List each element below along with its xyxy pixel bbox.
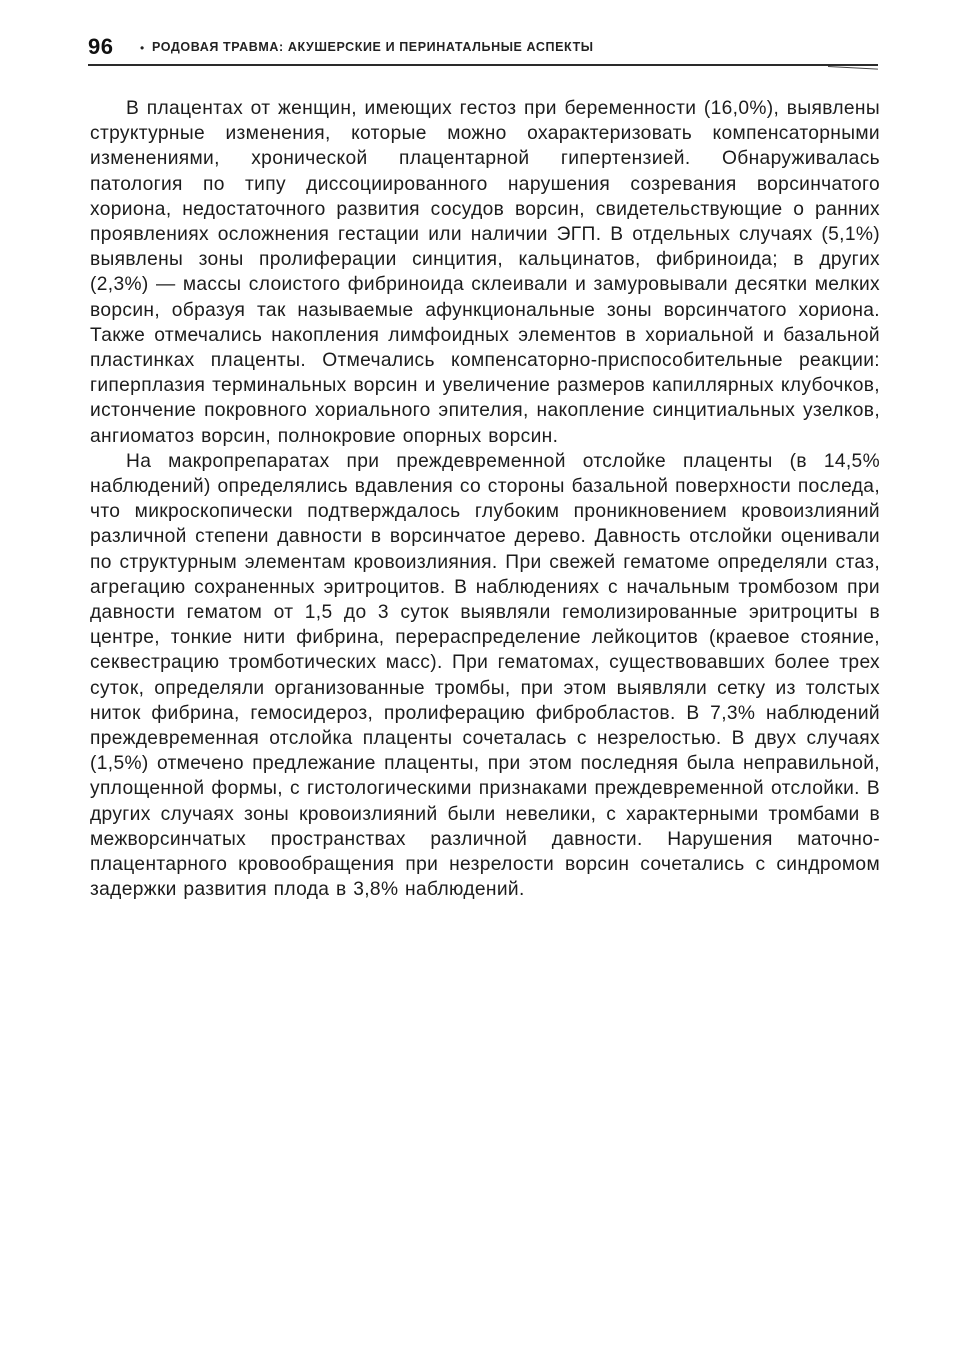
paragraph-gestosis: В плацентах от женщин, имеющих гестоз при беременности (16,0%), выявлены структурные изменения, которые можно охарактеризовать компенсаторными изменениями, хронической плацентарной гипертензией. Обнаруживалась патология по типу диссоциированного нарушения созревания ворсинчатого хориона, недостаточного развития сосудов ворсин, свидетельствующие о ранних проявлениях осложнения гестации или наличии ЭГП. В отдельных случаях (5,1%) выявлены зоны пролиферации синцития, кальцинатов, фибриноида; в других (2,3%) — массы слоистого фибриноида склеивали и замуровывали десятки мелких ворсин, образуя так называемые афункциональные зоны ворсинчатого хориона. Также отмечались накопления лимфоидных элементов в хориальной и базальной пластинках плаценты. Отмечались компенсаторно-приспособительные реакции: гиперплазия терминальных ворсин и увеличение размеров капиллярных клубочков, истончение покровного хориального эпителия, накопление синцитиальных узелков, ангиоматоз ворсин, полнокровие опорных ворсин. (90, 98, 880, 447)
running-head (88, 30, 888, 70)
paragraph-placental-abruption: На макропрепаратах при преждевременной отслойке плаценты (в 14,5% наблюдений) определялись вдавления со стороны базальной поверхности последа, что микроскопически подтверждалось глубоким проникновением кровоизлияний различной степени давности в ворсинчатое дерево. Давность отслойки оценивали по структурным элементам кровоизлияния. При свежей гематоме определяли стаз, агрегацию сохраненных эритроцитов. В наблюдениях с начальным тромбозом при давности гематом от 1,5 до 3 суток выявляли гемолизированные эритроциты в центре, тонкие нити фибрина, перераспределение лейкоцитов (краевое стояние, секвестрацию тромботических масс). При гематомах, существовавших более трех суток, определяли организованные тромбы, при этом выявляли сетку из толстых ниток фибрина, гемосидероз, пролиферацию фибробластов. В 7,3% наблюдений преждевременная отслойка плаценты сочеталась с незрелостью. В двух случаях (1,5%) отмечено предлежание плаценты, при этом последняя была неправильной, уплощенной формы, с гистологическими признаками преждевременной отслойки. В других случаях зоны кровоизлияний были невелики, с характерными тромбами в межворсинчатых пространствах различной давности. Нарушения маточно-плацентарного кровообращения при незрелости ворсин сочетались с синдромом задержки развития плода в 3,8% наблюдений. (90, 450, 880, 901)
running-head-title: РОДОВАЯ ТРАВМА: АКУШЕРСКИЕ И ПЕРИНАТАЛЬНЫЕ АСПЕКТЫ (152, 40, 594, 54)
body-text (90, 96, 880, 903)
bullet-separator: • (140, 41, 145, 55)
header-rule (88, 64, 878, 66)
page-number: 96 (88, 34, 114, 59)
header-rule-tail (828, 66, 878, 70)
